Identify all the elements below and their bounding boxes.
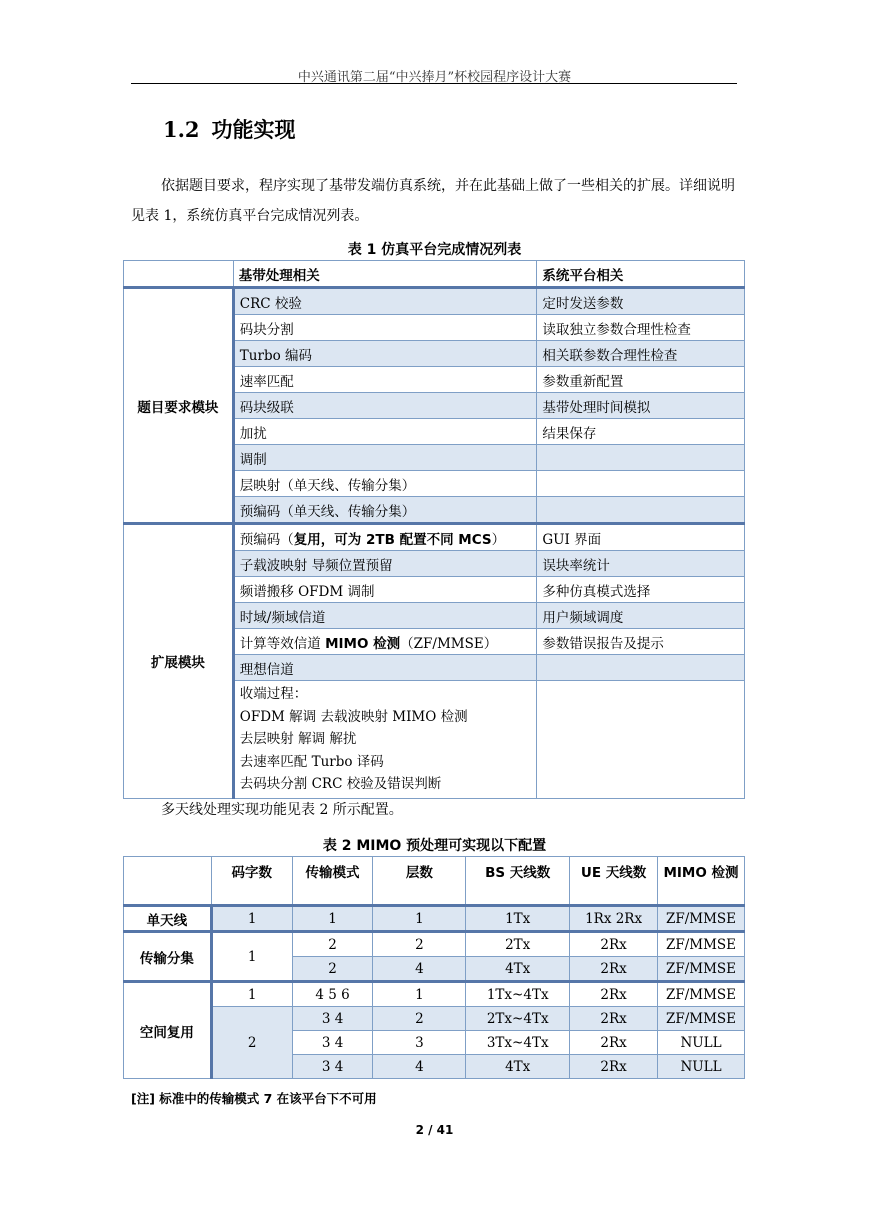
table-cell: 2Rx [570,1031,658,1055]
table-cell: 2 [211,1007,292,1079]
table1 [123,260,745,799]
table-cell: 4 5 6 [292,982,373,1007]
section-heading [163,114,296,144]
group-label: 单天线 [124,906,212,932]
header-rule [131,83,737,84]
table-cell: 1 [211,932,292,982]
col-header: 系统平台相关 [537,261,745,288]
table-cell: 误块率统计 [537,551,745,577]
col-header: 传输模式 [292,857,373,906]
page-number: 2 / 41 [415,1123,454,1137]
table-cell: 读取独立参数合理性检查 [537,315,745,341]
table-cell: ZF/MMSE [658,906,745,932]
table-cell: ZF/MMSE [658,982,745,1007]
table-row [124,982,745,1007]
group-label: 扩展模块 [124,524,234,799]
section-number: 1.2 [163,117,200,142]
cell-text: （ZF/MMSE） [400,635,498,652]
table-cell: 层映射（单天线、传输分集） [233,471,537,497]
table-cell: GUI 界面 [537,524,745,551]
table-cell: 2Rx [570,982,658,1007]
table-cell: 频谱搬移 OFDM 调制 [233,577,537,603]
table-cell: Turbo 编码 [233,341,537,367]
table-cell: 预编码（单天线、传输分集） [233,497,537,524]
page-header: 中兴通讯第二届“中兴捧月”杯校园程序设计大赛 [297,70,572,85]
intro-paragraph [131,171,737,231]
section-title: 功能实现 [211,118,296,142]
table-cell: 2 [292,957,373,982]
table-cell: 1Tx [466,906,570,932]
table-cell: 4 [373,957,466,982]
table-cell: 子载波映射 导频位置预留 [233,551,537,577]
table-cell: 定时发送参数 [537,288,745,315]
mid-paragraph [131,795,737,825]
table-cell: 3 4 [292,1007,373,1031]
table-cell: 时域/频域信道 [233,603,537,629]
table-cell: 1Rx 2Rx [570,906,658,932]
cell-line: 去码块分割 CRC 校验及错误判断 [239,776,442,792]
table-cell: 码块级联 [233,393,537,419]
col-header: MIMO 检测 [658,857,745,906]
table-cell: 参数错误报告及提示 [537,629,745,655]
table-row [124,1007,745,1031]
table-row [124,288,745,315]
table-row [124,261,745,288]
table-cell [537,445,745,471]
col-header: 层数 [373,857,466,906]
table-cell: 2Tx~4Tx [466,1007,570,1031]
table-row [124,932,745,957]
intro-text: 依据题目要求，程序实现了基带发端仿真系统，并在此基础上做了一些相关的扩展。详细说明见表 1，系统仿真平台完成情况列表。 [131,178,735,224]
table-cell: 1 [292,906,373,932]
table-cell: 2Rx [570,932,658,957]
table-cell: 1 [211,982,292,1007]
col-header: UE 天线数 [570,857,658,906]
col-header: 基带处理相关 [233,261,537,288]
col-header: 码字数 [211,857,292,906]
table-cell: 1 [373,982,466,1007]
table-cell [537,655,745,681]
table-cell: NULL [658,1055,745,1079]
table-cell: 3 [373,1031,466,1055]
cell-line: 收端过程： [239,686,308,702]
table-cell: 参数重新配置 [537,367,745,393]
table-cell: 速率匹配 [233,367,537,393]
cell-line: 去速率匹配 Turbo 译码 [239,753,384,770]
table-cell: 3 4 [292,1055,373,1079]
table-cell: 码块分割 [233,315,537,341]
table-cell: 2Rx [570,1055,658,1079]
table-cell: 4 [373,1055,466,1079]
table1-caption: 表 1 仿真平台完成情况列表 [347,242,522,258]
table-cell-empty [124,261,234,288]
table-cell: 多种仿真模式选择 [537,577,745,603]
table-cell [537,471,745,497]
table-cell: 4Tx [466,1055,570,1079]
table-cell: ZF/MMSE [658,932,745,957]
table-cell: 1 [211,906,292,932]
table-cell: 相关联参数合理性检查 [537,341,745,367]
table-cell-empty [537,681,745,799]
table-cell: 加扰 [233,419,537,445]
table-cell: ZF/MMSE [658,957,745,982]
table-cell: 1Tx~4Tx [466,982,570,1007]
table-cell: 2Rx [570,1007,658,1031]
table-cell: 用户频域调度 [537,603,745,629]
table-cell: 2Tx [466,932,570,957]
cell-text-bold: MIMO 检测 [325,635,401,652]
table-cell: 结果保存 [537,419,745,445]
table-cell [233,629,537,655]
table-row [124,857,745,906]
table-cell: 2 [373,932,466,957]
table-cell-multiline [233,681,537,799]
cell-line: OFDM 解调 去载波映射 MIMO 检测 [239,708,468,725]
table-cell [537,497,745,524]
table-cell: 2 [292,932,373,957]
table-cell: 理想信道 [233,655,537,681]
group-label: 空间复用 [124,982,212,1079]
table-cell: 2 [373,1007,466,1031]
table-cell: NULL [658,1031,745,1055]
table-cell-empty [124,857,212,906]
table-cell: 3 4 [292,1031,373,1055]
group-label: 传输分集 [124,932,212,982]
table-cell: CRC 校验 [233,288,537,315]
cell-text-bold: 复用，可为 2TB 配置不同 MCS [293,531,492,548]
col-header: BS 天线数 [466,857,570,906]
group-label: 题目要求模块 [124,288,234,524]
table-row [124,906,745,932]
table-note: [注] 标准中的传输模式 7 在该平台下不可用 [131,1091,377,1106]
table-cell: 基带处理时间模拟 [537,393,745,419]
cell-line: 去层映射 解调 解扰 [239,731,357,747]
table-cell: 3Tx~4Tx [466,1031,570,1055]
table2 [123,856,745,1079]
table-cell: 调制 [233,445,537,471]
table-cell: ZF/MMSE [658,1007,745,1031]
cell-text: ） [491,531,506,548]
table-cell [233,524,537,551]
mid-text: 多天线处理实现功能见表 2 所示配置。 [161,802,403,818]
cell-text: 预编码（ [239,531,294,548]
table2-caption: 表 2 MIMO 预处理可实现以下配置 [322,838,547,854]
cell-text: 计算等效信道 [239,635,326,652]
table-cell: 2Rx [570,957,658,982]
table-cell: 4Tx [466,957,570,982]
table-row [124,524,745,551]
table-cell: 1 [373,906,466,932]
